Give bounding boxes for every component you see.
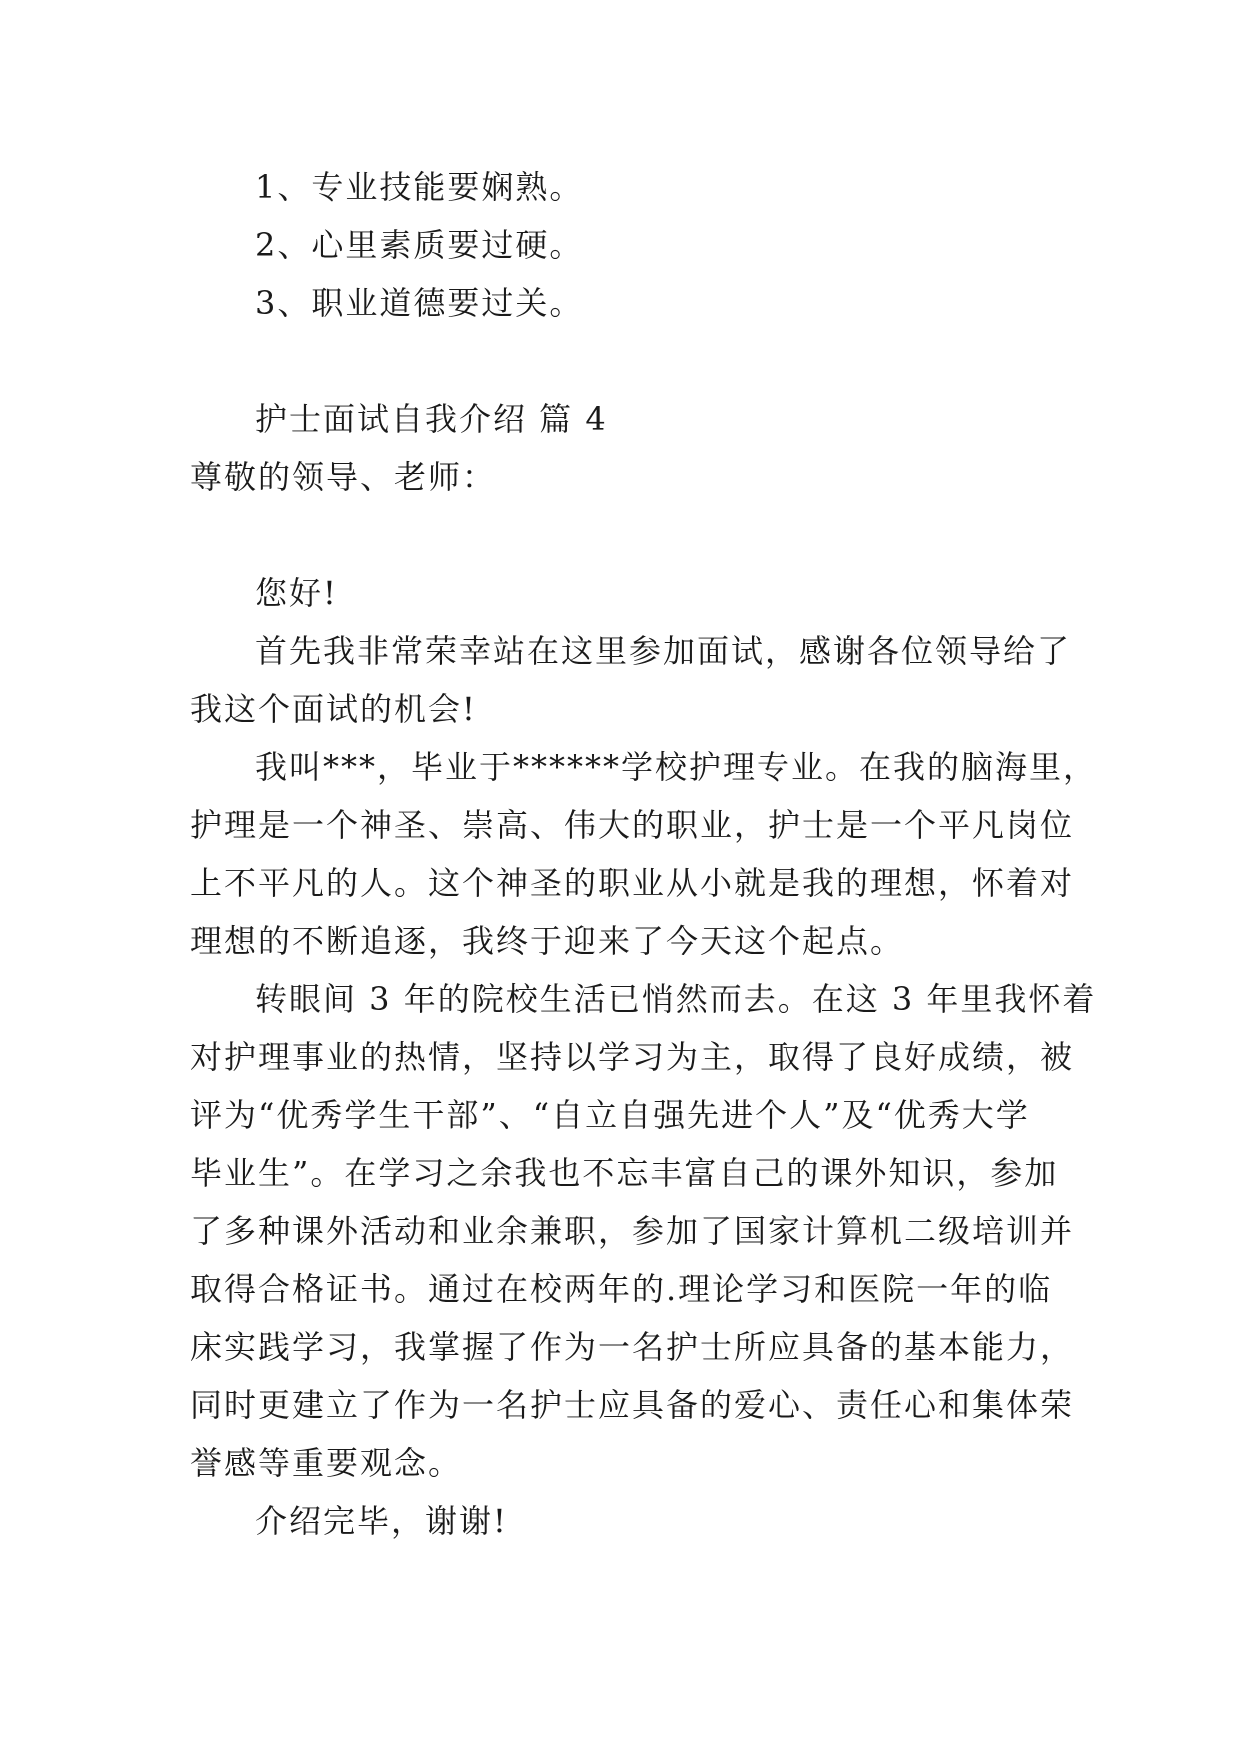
paragraph-1-line-1: 首先我非常荣幸站在这里参加面试，感谢各位领导给了	[255, 632, 1072, 670]
list-item-1: 1、专业技能要娴熟。	[255, 168, 584, 206]
spacer	[190, 506, 1050, 564]
document-body	[190, 158, 1098, 1550]
paragraph-3-line-8: 同时更建立了作为一名护士应具备的爱心、责任心和集体荣	[190, 1386, 1075, 1424]
paragraph-3-line-7: 床实践学习，我掌握了作为一名护士所应具备的基本能力，	[190, 1328, 1075, 1366]
spacer	[190, 332, 1050, 390]
list-item-3: 3、职业道德要过关。	[255, 284, 584, 322]
paragraph-2-line-3: 上不平凡的人。这个神圣的职业从小就是我的理想，怀着对	[190, 864, 1075, 902]
section-heading: 护士面试自我介绍 篇 4	[255, 400, 608, 438]
paragraph-2-line-4: 理想的不断追逐，我终于迎来了今天这个起点。	[190, 922, 905, 960]
paragraph-1-line-2: 我这个面试的机会!	[190, 690, 477, 728]
paragraph-3-line-2: 对护理事业的热情，坚持以学习为主，取得了良好成绩，被	[190, 1038, 1075, 1076]
paragraph-3-line-6: 取得合格证书。通过在校两年的.理论学习和医院一年的临	[190, 1270, 1053, 1308]
list-item-2: 2、心里素质要过硬。	[255, 226, 584, 264]
paragraph-3-line-4: 毕业生”。在学习之余我也不忘丰富自己的课外知识，参加	[190, 1154, 1059, 1192]
paragraph-3-line-9: 誉感等重要观念。	[190, 1444, 463, 1482]
paragraph-2-line-2: 护理是一个神圣、崇高、伟大的职业，护士是一个平凡岗位	[190, 806, 1075, 844]
closing-line: 介绍完毕，谢谢!	[255, 1502, 508, 1540]
paragraph-3-line-3: 评为“优秀学生干部”、“自立自强先进个人”及“优秀大学	[190, 1096, 1030, 1134]
greeting: 您好!	[255, 574, 338, 612]
paragraph-2-line-1: 我叫***，毕业于******学校护理专业。在我的脑海里，	[255, 748, 1098, 786]
paragraph-3-line-1: 转眼间 3 年的院校生活已悄然而去。在这 3 年里我怀着	[255, 980, 1097, 1018]
salutation: 尊敬的领导、老师：	[190, 458, 497, 496]
paragraph-3-line-5: 了多种课外活动和业余兼职，参加了国家计算机二级培训并	[190, 1212, 1075, 1250]
